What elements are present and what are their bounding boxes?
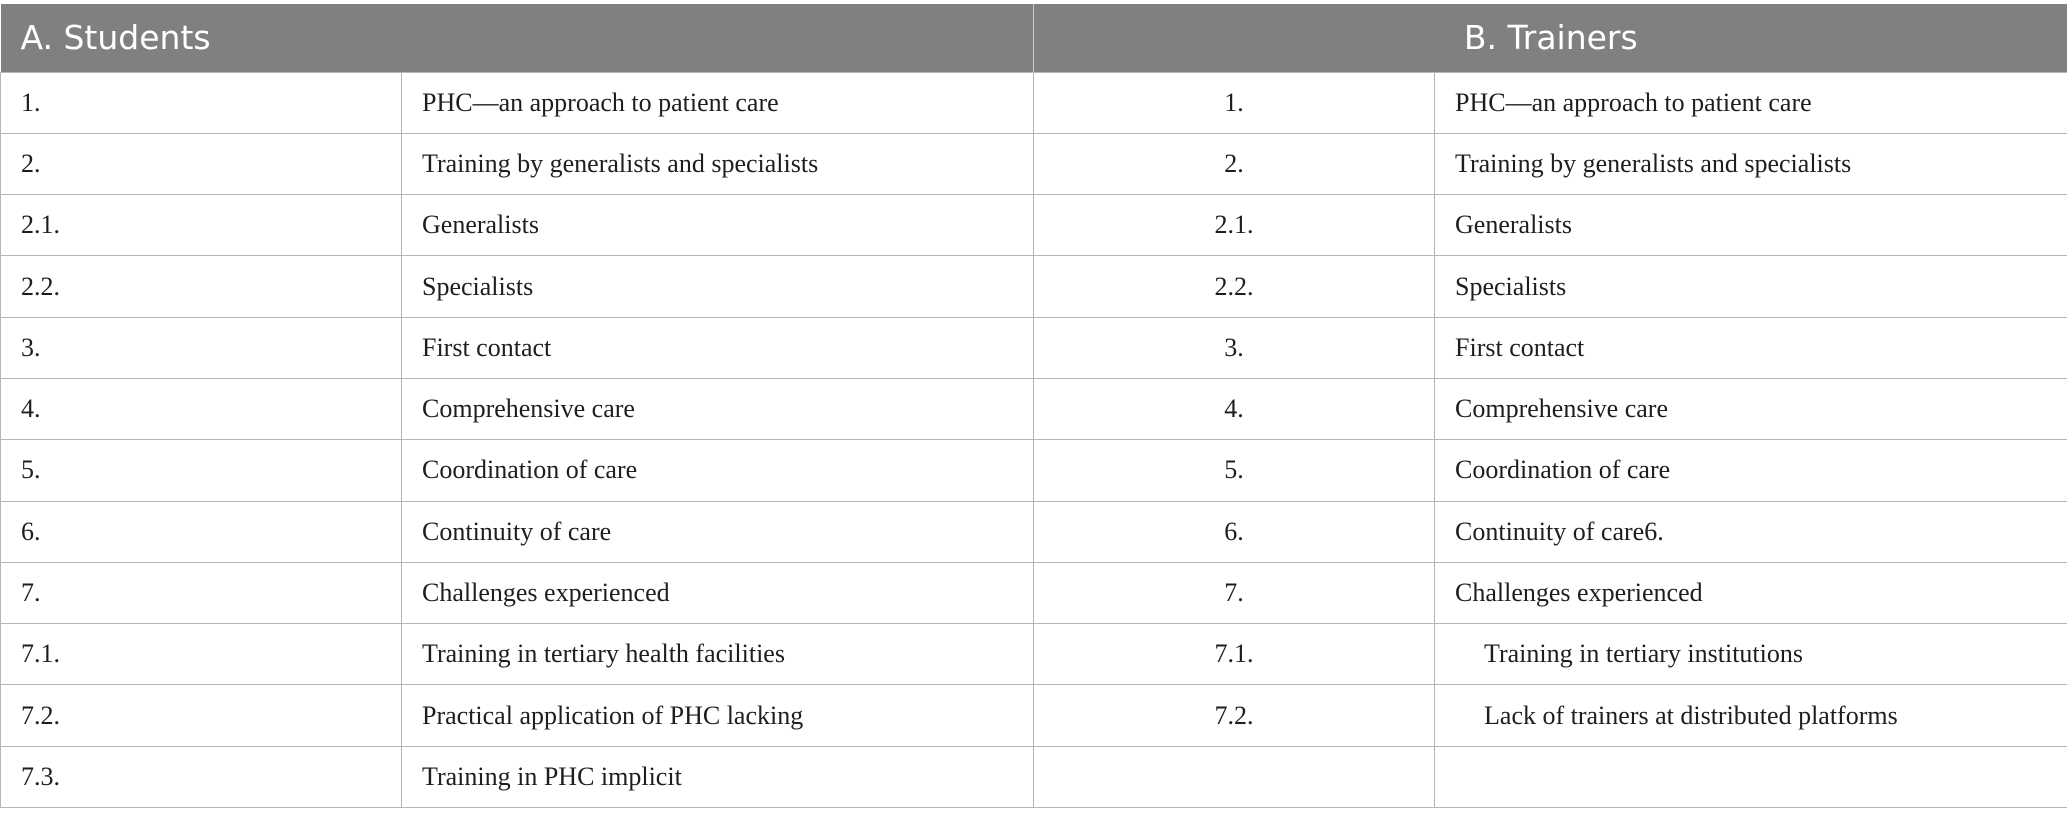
table-header-row xyxy=(1,4,2067,72)
trainer-theme-text: PHC—an approach to patient care xyxy=(1435,72,2067,133)
trainer-theme-text: Lack of trainers at distributed platforms xyxy=(1435,685,2067,746)
students-header: A. Students xyxy=(1,4,1034,72)
student-theme-number: 1. xyxy=(1,72,402,133)
student-theme-text: First contact xyxy=(402,317,1034,378)
trainers-header: B. Trainers xyxy=(1034,4,2067,72)
trainer-theme-text: First contact xyxy=(1435,317,2067,378)
table-row xyxy=(1,195,2067,256)
trainer-theme-number: 1. xyxy=(1034,72,1435,133)
student-theme-text: Challenges experienced xyxy=(402,562,1034,623)
trainer-theme-text: Specialists xyxy=(1435,256,2067,317)
trainer-theme-text: Generalists xyxy=(1435,195,2067,256)
trainer-theme-text: Coordination of care xyxy=(1435,440,2067,501)
trainer-theme-text xyxy=(1435,746,2067,807)
trainer-theme-number: 2.1. xyxy=(1034,195,1435,256)
student-theme-number: 3. xyxy=(1,317,402,378)
student-theme-number: 2.2. xyxy=(1,256,402,317)
table-body xyxy=(1,72,2067,808)
student-theme-text: Continuity of care xyxy=(402,501,1034,562)
trainer-theme-number: 5. xyxy=(1034,440,1435,501)
student-theme-number: 6. xyxy=(1,501,402,562)
trainer-theme-number: 4. xyxy=(1034,378,1435,439)
student-theme-number: 5. xyxy=(1,440,402,501)
student-theme-number: 7.1. xyxy=(1,624,402,685)
student-theme-number: 2. xyxy=(1,133,402,194)
student-theme-number: 7. xyxy=(1,562,402,623)
student-theme-text: Training in tertiary health facilities xyxy=(402,624,1034,685)
trainer-theme-number: 2. xyxy=(1034,133,1435,194)
table-row xyxy=(1,72,2067,133)
table-row xyxy=(1,685,2067,746)
student-theme-text: Training by generalists and specialists xyxy=(402,133,1034,194)
table-row xyxy=(1,624,2067,685)
table-row xyxy=(1,317,2067,378)
themes-table-container xyxy=(0,4,2067,808)
themes-table xyxy=(0,4,2067,808)
student-theme-text: Specialists xyxy=(402,256,1034,317)
student-theme-number: 4. xyxy=(1,378,402,439)
student-theme-number: 7.3. xyxy=(1,746,402,807)
student-theme-text: Practical application of PHC lacking xyxy=(402,685,1034,746)
table-row xyxy=(1,378,2067,439)
trainer-theme-number xyxy=(1034,746,1435,807)
student-theme-text: Comprehensive care xyxy=(402,378,1034,439)
table-row xyxy=(1,562,2067,623)
table-row xyxy=(1,440,2067,501)
trainer-theme-number: 7.1. xyxy=(1034,624,1435,685)
student-theme-number: 7.2. xyxy=(1,685,402,746)
trainer-theme-text: Comprehensive care xyxy=(1435,378,2067,439)
student-theme-text: Coordination of care xyxy=(402,440,1034,501)
trainer-theme-text: Challenges experienced xyxy=(1435,562,2067,623)
trainer-theme-number: 3. xyxy=(1034,317,1435,378)
trainer-theme-number: 7. xyxy=(1034,562,1435,623)
table-row xyxy=(1,133,2067,194)
trainer-theme-number: 6. xyxy=(1034,501,1435,562)
table-row xyxy=(1,256,2067,317)
student-theme-number: 2.1. xyxy=(1,195,402,256)
trainer-theme-number: 2.2. xyxy=(1034,256,1435,317)
table-row xyxy=(1,746,2067,807)
trainer-theme-text: Training in tertiary institutions xyxy=(1435,624,2067,685)
student-theme-text: Generalists xyxy=(402,195,1034,256)
trainer-theme-text: Training by generalists and specialists xyxy=(1435,133,2067,194)
student-theme-text: PHC—an approach to patient care xyxy=(402,72,1034,133)
table-row xyxy=(1,501,2067,562)
trainer-theme-text: Continuity of care6. xyxy=(1435,501,2067,562)
student-theme-text: Training in PHC implicit xyxy=(402,746,1034,807)
trainer-theme-number: 7.2. xyxy=(1034,685,1435,746)
